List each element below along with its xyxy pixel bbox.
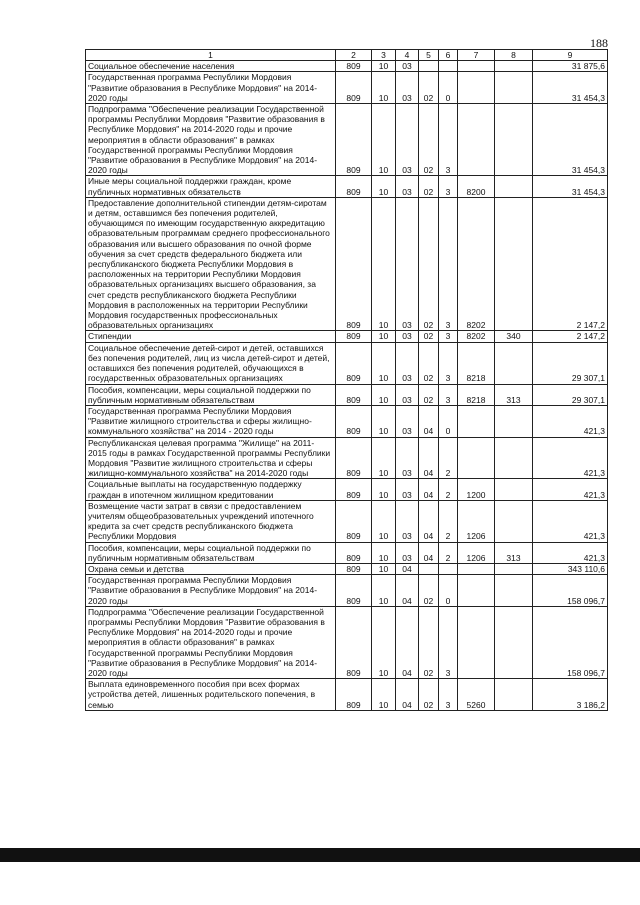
col-4-cell: 04	[396, 679, 419, 711]
table-row	[86, 104, 608, 176]
col-5-cell: 04	[419, 405, 439, 437]
col-5-cell: 02	[419, 679, 439, 711]
col-3-cell: 10	[372, 384, 396, 405]
col-4-cell: 03	[396, 500, 419, 542]
col-9-amount: 3 186,2	[533, 679, 608, 711]
row-name: Социальные выплаты на государственную поддержку граждан в ипотечном жилищном кредитовании	[86, 479, 336, 500]
col-7-cell: 8200	[458, 176, 495, 197]
col-9-amount: 31 454,3	[533, 104, 608, 176]
col-4-cell: 03	[396, 437, 419, 479]
col-4-cell: 04	[396, 606, 419, 678]
table-row	[86, 331, 608, 342]
col-8-cell: 340	[495, 331, 533, 342]
col-2-cell: 809	[336, 575, 372, 607]
col-3-cell: 10	[372, 405, 396, 437]
header-cell: 2	[336, 50, 372, 61]
row-name: Подпрограмма "Обеспечение реализации Государственной программы Республики Мордовия "Развитие образования в Республике Мордовия" на 2014-2020 годы и прочие мероприятия в области образования" в рамках Государственной программы Республики Мордовия "Развитие образования в Республике Мордовия" на 2014-2020 годы	[86, 606, 336, 678]
col-9-amount: 29 307,1	[533, 384, 608, 405]
col-5-cell: 02	[419, 176, 439, 197]
col-6-cell: 2	[439, 542, 458, 563]
col-8-cell	[495, 563, 533, 574]
col-9-amount: 421,3	[533, 405, 608, 437]
col-4-cell: 03	[396, 176, 419, 197]
row-name: Предоставление дополнительной стипендии детям-сиротам и детям, оставшимся без попечения родителей, обучающимся по имеющим государственную аккредитацию образовательным программам среднего профессионального образования или высшего образования по очной форме обучения за счет средств федерального бюджета или республиканского бюджета Республики Мордовия в расположенных на территории Республики Мордовия образовательных организациях высшего образования, за счет средств республиканского бюджета Республики Мордовия в расположенных на территории Республики Мордовия государственных профессиональных образовательных организациях	[86, 197, 336, 331]
col-2-cell: 809	[336, 342, 372, 384]
col-6-cell: 0	[439, 575, 458, 607]
table-row	[86, 563, 608, 574]
col-9-amount: 29 307,1	[533, 342, 608, 384]
col-4-cell: 04	[396, 575, 419, 607]
col-9-amount: 421,3	[533, 479, 608, 500]
col-2-cell: 809	[336, 606, 372, 678]
col-5-cell: 02	[419, 197, 439, 331]
budget-table	[85, 49, 608, 711]
row-name: Социальное обеспечение детей-сирот и детей, оставшихся без попечения родителей, лиц из числа детей-сирот и детей, оставшихся без попечения родителей, обучающихся в государственных образовательных организациях	[86, 342, 336, 384]
col-9-amount: 421,3	[533, 542, 608, 563]
col-5-cell: 02	[419, 331, 439, 342]
header-cell: 5	[419, 50, 439, 61]
table-row	[86, 61, 608, 72]
table-row	[86, 72, 608, 104]
col-6-cell	[439, 563, 458, 574]
col-7-cell	[458, 575, 495, 607]
table-row	[86, 542, 608, 563]
col-8-cell	[495, 500, 533, 542]
row-name: Социальное обеспечение населения	[86, 61, 336, 72]
row-name: Выплата единовременного пособия при всех формах устройства детей, лишенных родительского попечения, в семью	[86, 679, 336, 711]
col-8-cell	[495, 104, 533, 176]
col-5-cell	[419, 563, 439, 574]
col-4-cell: 03	[396, 197, 419, 331]
col-3-cell: 10	[372, 575, 396, 607]
col-6-cell	[439, 61, 458, 72]
row-name: Государственная программа Республики Мордовия "Развитие образования в Республике Мордовия" на 2014-2020 годы	[86, 72, 336, 104]
page-number: 188	[590, 36, 608, 50]
col-9-amount: 2 147,2	[533, 197, 608, 331]
col-2-cell: 809	[336, 563, 372, 574]
row-name: Республиканская целевая программа "Жилище" на 2011-2015 годы в рамках Государственной программы Республики Мордовия "Развитие жилищного строительства и сферы жилищно-коммунального хозяйства" на 2014-2020 годы	[86, 437, 336, 479]
col-4-cell: 03	[396, 61, 419, 72]
table-row	[86, 176, 608, 197]
col-3-cell: 10	[372, 542, 396, 563]
col-5-cell: 04	[419, 500, 439, 542]
col-6-cell: 3	[439, 342, 458, 384]
col-3-cell: 10	[372, 72, 396, 104]
row-name: Пособия, компенсации, меры социальной поддержки по публичным нормативным обязательствам	[86, 384, 336, 405]
col-6-cell: 3	[439, 104, 458, 176]
col-8-cell	[495, 342, 533, 384]
col-7-cell	[458, 104, 495, 176]
table-row	[86, 197, 608, 331]
col-3-cell: 10	[372, 331, 396, 342]
col-2-cell: 809	[336, 437, 372, 479]
col-2-cell: 809	[336, 542, 372, 563]
col-6-cell: 3	[439, 331, 458, 342]
header-cell: 4	[396, 50, 419, 61]
header-cell: 6	[439, 50, 458, 61]
col-9-amount: 158 096,7	[533, 606, 608, 678]
col-8-cell	[495, 176, 533, 197]
col-4-cell: 03	[396, 405, 419, 437]
table-row	[86, 500, 608, 542]
col-6-cell: 3	[439, 176, 458, 197]
table-row	[86, 437, 608, 479]
col-6-cell: 3	[439, 384, 458, 405]
col-8-cell	[495, 679, 533, 711]
table-row	[86, 575, 608, 607]
col-2-cell: 809	[336, 679, 372, 711]
col-4-cell: 03	[396, 542, 419, 563]
col-8-cell	[495, 61, 533, 72]
col-9-amount: 31 454,3	[533, 176, 608, 197]
col-5-cell: 04	[419, 479, 439, 500]
col-5-cell: 04	[419, 437, 439, 479]
row-name: Охрана семьи и детства	[86, 563, 336, 574]
col-3-cell: 10	[372, 61, 396, 72]
col-3-cell: 10	[372, 606, 396, 678]
col-3-cell: 10	[372, 176, 396, 197]
col-3-cell: 10	[372, 479, 396, 500]
col-6-cell: 0	[439, 405, 458, 437]
col-2-cell: 809	[336, 72, 372, 104]
col-2-cell: 809	[336, 479, 372, 500]
col-5-cell: 02	[419, 384, 439, 405]
col-4-cell: 03	[396, 331, 419, 342]
col-3-cell: 10	[372, 679, 396, 711]
table-row	[86, 679, 608, 711]
col-5-cell: 02	[419, 72, 439, 104]
col-3-cell: 10	[372, 437, 396, 479]
header-cell: 7	[458, 50, 495, 61]
col-9-amount: 31 875,6	[533, 61, 608, 72]
col-7-cell	[458, 72, 495, 104]
col-8-cell	[495, 437, 533, 479]
row-name: Подпрограмма "Обеспечение реализации Государственной программы Республики Мордовия "Развитие образования в Республике Мордовия" на 2014-2020 годы и прочие мероприятия в области образования" в рамках Государственной программы Республики Мордовия "Развитие образования в Республике Мордовия" на 2014-2020 годы	[86, 104, 336, 176]
col-9-amount: 421,3	[533, 500, 608, 542]
table-row	[86, 479, 608, 500]
col-5-cell: 02	[419, 575, 439, 607]
col-2-cell: 809	[336, 176, 372, 197]
col-7-cell	[458, 437, 495, 479]
col-8-cell	[495, 197, 533, 331]
col-2-cell: 809	[336, 500, 372, 542]
row-name: Государственная программа Республики Мордовия "Развитие образования в Республике Мордовия" на 2014-2020 годы	[86, 575, 336, 607]
header-cell: 1	[86, 50, 336, 61]
col-2-cell: 809	[336, 384, 372, 405]
col-5-cell: 04	[419, 542, 439, 563]
col-7-cell: 1206	[458, 542, 495, 563]
row-name: Стипендии	[86, 331, 336, 342]
table-row	[86, 405, 608, 437]
col-2-cell: 809	[336, 61, 372, 72]
col-9-amount: 158 096,7	[533, 575, 608, 607]
col-2-cell: 809	[336, 331, 372, 342]
row-name: Пособия, компенсации, меры социальной поддержки по публичным нормативным обязательствам	[86, 542, 336, 563]
col-5-cell: 02	[419, 606, 439, 678]
col-2-cell: 809	[336, 104, 372, 176]
col-7-cell	[458, 563, 495, 574]
col-7-cell	[458, 606, 495, 678]
col-8-cell	[495, 405, 533, 437]
col-7-cell: 8218	[458, 342, 495, 384]
header-cell: 9	[533, 50, 608, 61]
col-6-cell: 2	[439, 479, 458, 500]
col-7-cell	[458, 405, 495, 437]
scan-edge-bar	[0, 848, 640, 862]
col-8-cell	[495, 72, 533, 104]
table-row	[86, 342, 608, 384]
col-3-cell: 10	[372, 563, 396, 574]
col-6-cell: 2	[439, 437, 458, 479]
col-4-cell: 03	[396, 384, 419, 405]
col-5-cell	[419, 61, 439, 72]
col-6-cell: 2	[439, 500, 458, 542]
header-cell: 3	[372, 50, 396, 61]
col-7-cell: 8202	[458, 197, 495, 331]
row-name: Возмещение части затрат в связи с предоставлением учителям общеобразовательных учреждений ипотечного кредита за счет средств республиканского бюджета Республики Мордовия	[86, 500, 336, 542]
col-7-cell: 8202	[458, 331, 495, 342]
col-3-cell: 10	[372, 197, 396, 331]
col-4-cell: 03	[396, 342, 419, 384]
row-name: Иные меры социальной поддержки граждан, кроме публичных нормативных обязательств	[86, 176, 336, 197]
col-7-cell: 8218	[458, 384, 495, 405]
col-6-cell: 3	[439, 679, 458, 711]
col-9-amount: 421,3	[533, 437, 608, 479]
col-8-cell	[495, 575, 533, 607]
row-name: Государственная программа Республики Мордовия "Развитие жилищного строительства и сферы жилищно-коммунального хозяйства" на 2014 - 2020 годы	[86, 405, 336, 437]
col-3-cell: 10	[372, 104, 396, 176]
col-9-amount: 343 110,6	[533, 563, 608, 574]
col-8-cell: 313	[495, 384, 533, 405]
col-7-cell: 1200	[458, 479, 495, 500]
header-row	[86, 50, 608, 61]
col-3-cell: 10	[372, 500, 396, 542]
col-4-cell: 04	[396, 563, 419, 574]
col-6-cell: 0	[439, 72, 458, 104]
col-5-cell: 02	[419, 104, 439, 176]
table-row	[86, 384, 608, 405]
col-2-cell: 809	[336, 405, 372, 437]
header-cell: 8	[495, 50, 533, 61]
col-4-cell: 03	[396, 479, 419, 500]
col-8-cell	[495, 479, 533, 500]
col-7-cell: 5260	[458, 679, 495, 711]
col-5-cell: 02	[419, 342, 439, 384]
col-9-amount: 31 454,3	[533, 72, 608, 104]
col-4-cell: 03	[396, 104, 419, 176]
col-8-cell: 313	[495, 542, 533, 563]
col-3-cell: 10	[372, 342, 396, 384]
col-8-cell	[495, 606, 533, 678]
table-row	[86, 606, 608, 678]
col-4-cell: 03	[396, 72, 419, 104]
col-9-amount: 2 147,2	[533, 331, 608, 342]
col-2-cell: 809	[336, 197, 372, 331]
col-7-cell: 1206	[458, 500, 495, 542]
col-7-cell	[458, 61, 495, 72]
col-6-cell: 3	[439, 197, 458, 331]
col-6-cell: 3	[439, 606, 458, 678]
